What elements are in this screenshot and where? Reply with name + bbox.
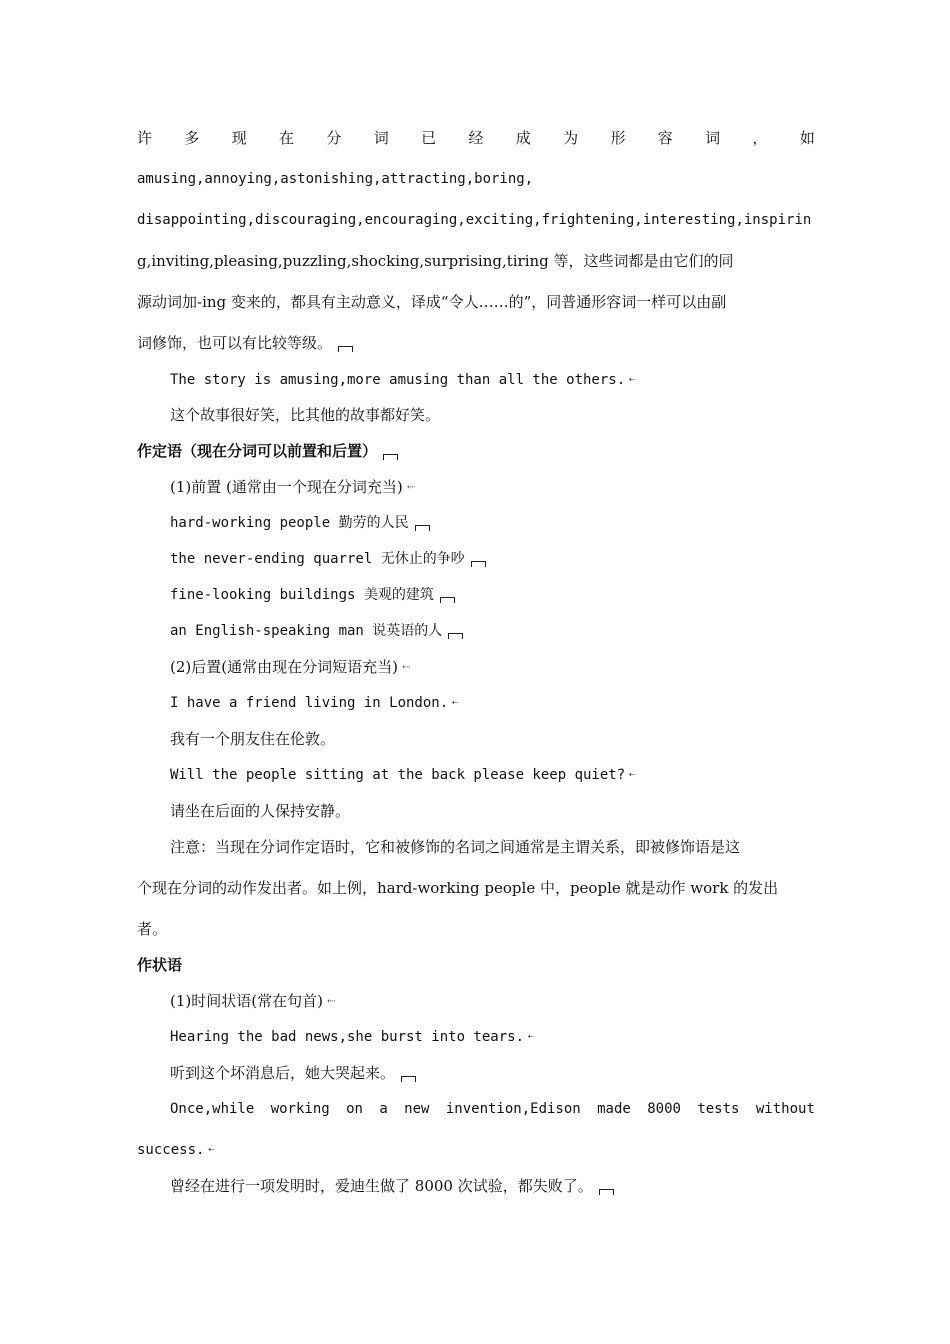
paragraph-mark-icon: ⇠ (528, 1031, 535, 1042)
adverbial-example-2-zh-text: 曾经在进行一项发明时，爱迪生做了 8000 次试验，都失败了。 (170, 1177, 593, 1195)
post-example-2-zh: 请坐在后面的人保持安静。 (170, 802, 351, 820)
adverbial-example-1-en-text: Hearing the bad news,she burst into tears. (170, 1029, 525, 1045)
intro-example-zh: 这个故事很好笑，比其他的故事都好笑。 (170, 406, 441, 424)
intro-line-1-char: 现 (231, 129, 247, 147)
pre-example-4 (170, 621, 815, 641)
intro-line-1-char: 词 (705, 129, 721, 147)
adverbial-example-2-word: without (755, 1101, 815, 1117)
adverbial-example-2-word: new (404, 1101, 430, 1117)
intro-line-1-char: 多 (184, 129, 200, 147)
paragraph-mark-icon: ⇠ (629, 769, 636, 780)
adverbial-example-2-en-line-2 (137, 1140, 815, 1160)
intro-line-1-char: 形 (610, 129, 626, 147)
post-example-2-en-text: Will the people sitting at the back please keep quiet? (170, 767, 626, 783)
intro-line-1-char: 在 (279, 129, 295, 147)
attributive-heading-text: 作定语（现在分词可以前置和后置） (137, 442, 378, 460)
adverbial-heading: 作状语 (137, 956, 183, 974)
intro-line-5: 源动词加-ing 变来的，都具有主动意义，译成“令人……的”，同普通形容词一样可以由副 (137, 293, 727, 311)
post-title-text: (2)后置(通常由现在分词短语充当) (170, 658, 398, 676)
intro-line-1-char: 经 (468, 129, 484, 147)
paragraph-mark-icon: ⇠ (406, 482, 416, 493)
intro-line-4: g,inviting,pleasing,puzzling,shocking,surprising,tiring 等，这些词都是由它们的同 (137, 252, 734, 270)
note-line-2: 个现在分词的动作发出者。如上例，hard-working people 中，people 就是动作 work 的发出 (137, 879, 779, 897)
post-example-1-zh: 我有一个朋友住在伦敦。 (170, 730, 336, 748)
paragraph-return-icon (471, 561, 486, 567)
paragraph-mark-icon: ⇠ (326, 996, 336, 1007)
paragraph-mark-icon: ⇠ (401, 662, 411, 673)
adverbial-example-2-zh (170, 1176, 815, 1196)
intro-line-1-char: 许 (137, 129, 153, 147)
intro-line-1-char: 如 (799, 129, 815, 147)
pre-example-4-text: an English-speaking man 说英语的人 (170, 623, 443, 639)
adverbial-example-2-en-line-2-text: success. (137, 1142, 205, 1158)
intro-line-1-char: 词 (373, 129, 389, 147)
adverbial-example-1-en (170, 1027, 815, 1047)
intro-line-3: disappointing,discouraging,encouraging,exciting,frightening,interesting,inspirin (137, 212, 812, 228)
intro-line-1-char: 为 (563, 129, 579, 147)
intro-example-en-text: The story is amusing,more amusing than all the others. (170, 372, 626, 388)
adverbial-example-1-zh-text: 听到这个坏消息后，她大哭起来。 (170, 1064, 396, 1082)
attributive-heading (137, 441, 815, 461)
pre-example-3-text: fine-looking buildings 美观的建筑 (170, 587, 434, 603)
adverbial-example-2-word: tests (697, 1101, 740, 1117)
intro-line-1-char: 分 (326, 129, 342, 147)
paragraph-return-icon (401, 1076, 416, 1082)
post-example-1-en (170, 693, 815, 713)
paragraph-mark-icon: ⇠ (629, 374, 636, 385)
paragraph-mark-icon: ⇠ (208, 1144, 215, 1155)
paragraph-return-icon (338, 346, 353, 352)
intro-line-1-char: 已 (421, 129, 437, 147)
adverbial-example-2-word: made (597, 1101, 631, 1117)
paragraph-return-icon (599, 1189, 614, 1195)
adverbial-example-2-en-line-1 (170, 1099, 815, 1119)
pre-example-1-text: hard-working people 勤劳的人民 (170, 515, 409, 531)
adverbial-example-2-word: on (346, 1101, 363, 1117)
intro-line-1-char: 容 (657, 129, 673, 147)
intro-line-1 (137, 128, 815, 148)
time-title-text: (1)时间状语(常在句首) (170, 992, 323, 1010)
paragraph-return-icon (383, 454, 398, 460)
post-example-1-en-text: I have a friend living in London. (170, 695, 449, 711)
pre-example-1 (170, 513, 815, 533)
intro-example-en (170, 370, 815, 390)
pre-example-3 (170, 585, 815, 605)
post-title (170, 657, 815, 677)
pre-title-text: (1)前置 (通常由一个现在分词充当) (170, 478, 403, 496)
paragraph-mark-icon: ⇠ (452, 697, 459, 708)
adverbial-example-2-word: invention,Edison (445, 1101, 581, 1117)
adverbial-example-2-word: working (270, 1101, 330, 1117)
note-line-3: 者。 (137, 920, 168, 938)
intro-line-2: amusing,annoying,astonishing,attracting,boring, (137, 171, 534, 187)
adverbial-example-1-zh (170, 1063, 815, 1083)
pre-example-2 (170, 549, 815, 569)
note-line-1: 注意：当现在分词作定语时，它和被修饰的名词之间通常是主谓关系，即被修饰语是这 (170, 838, 741, 856)
adverbial-example-2-word: a (379, 1101, 388, 1117)
paragraph-return-icon (448, 633, 463, 639)
paragraph-return-icon (440, 597, 455, 603)
adverbial-example-2-word: Once,while (170, 1101, 255, 1117)
intro-line-6 (137, 333, 815, 353)
intro-line-6-text: 词修饰，也可以有比较等级。 (137, 334, 333, 352)
pre-title (170, 477, 815, 497)
intro-line-1-char: 成 (515, 129, 531, 147)
intro-line-1-char: ， (752, 129, 768, 147)
pre-example-2-text: the never-ending quarrel 无休止的争吵 (170, 551, 465, 567)
post-example-2-en (170, 765, 815, 785)
paragraph-return-icon (415, 525, 430, 531)
adverbial-example-2-word: 8000 (647, 1101, 681, 1117)
time-title (170, 991, 815, 1011)
